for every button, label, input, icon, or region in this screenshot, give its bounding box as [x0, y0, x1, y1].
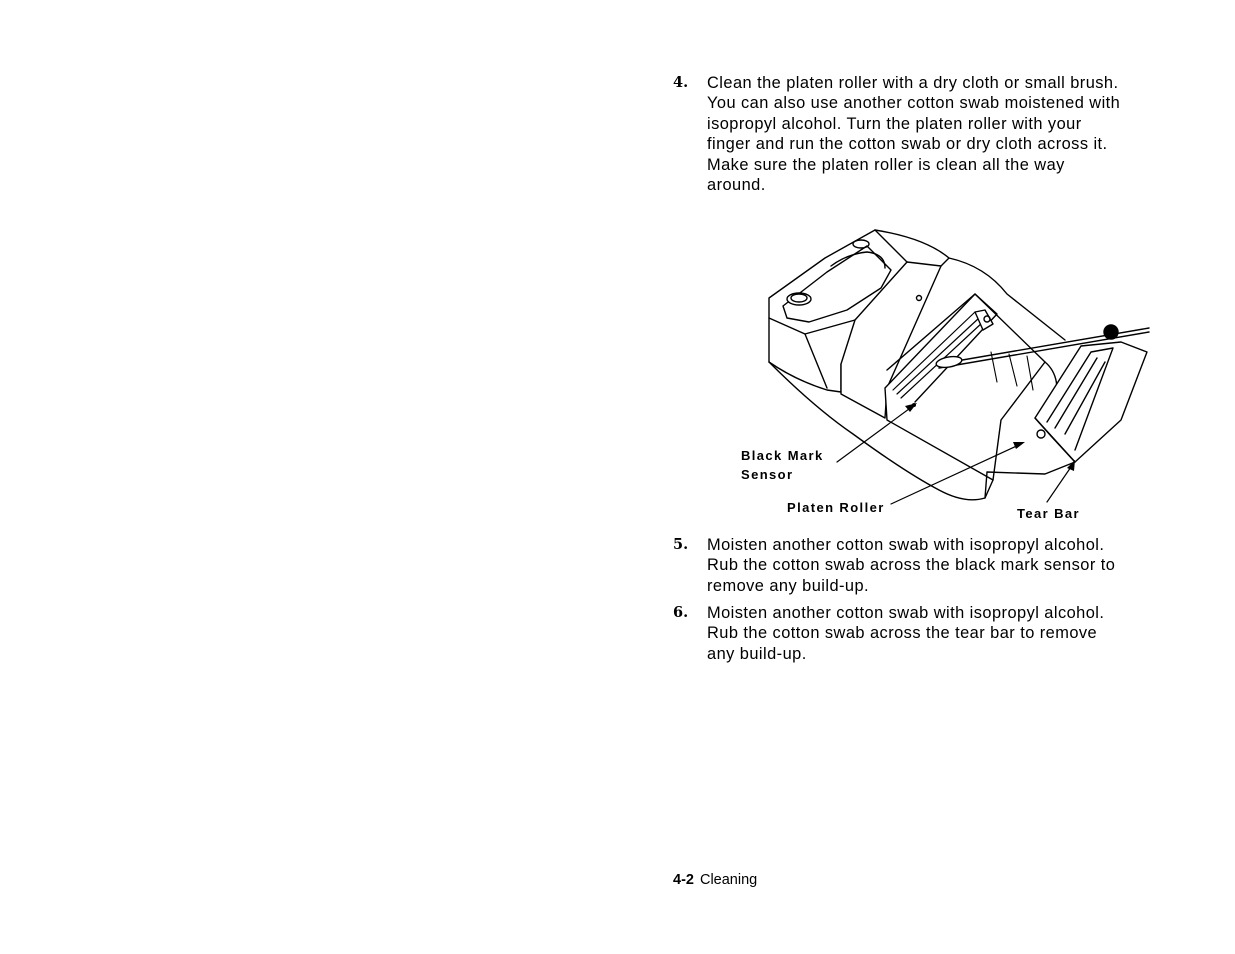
arrowhead-icon — [1013, 442, 1025, 449]
page-number: 4-2 — [673, 872, 694, 888]
step-5 — [673, 535, 1193, 596]
section-title: Cleaning — [699, 872, 758, 888]
step-text: Moisten another cotton swab with isopropyl alcohol. Rub the cotton swab across the black mark sensor to remove any build-up. — [707, 536, 1116, 595]
step-number: 5. — [673, 536, 689, 553]
step-number: 6. — [673, 604, 689, 621]
step-6 — [673, 603, 1193, 664]
step-text: Clean the platen roller with a dry cloth or small brush. You can also use another cotton swab moistened with isopropyl alcohol. Turn the platen roller with your finger and run the cotton swab or dry cloth across it. Make sure the platen roller is clean all the way around. — [707, 74, 1121, 195]
page-footer — [673, 872, 757, 888]
step-text: Moisten another cotton swab with isopropyl alcohol. Rub the cotton swab across the tear bar to remove any build-up. — [707, 604, 1105, 663]
step-4 — [673, 73, 1193, 195]
callout-platen-roller: Platen Roller — [787, 500, 885, 515]
step-number: 4. — [673, 74, 689, 91]
callout-black-mark-sensor: Black Mark Sensor — [741, 448, 824, 482]
tear-bar-leader-line — [1047, 464, 1073, 502]
printer-cleaning-illustration — [735, 222, 1155, 522]
arrowhead-icon — [1067, 460, 1075, 471]
callout-tear-bar: Tear Bar — [1017, 506, 1080, 521]
black-mark-leader-line — [837, 406, 913, 462]
